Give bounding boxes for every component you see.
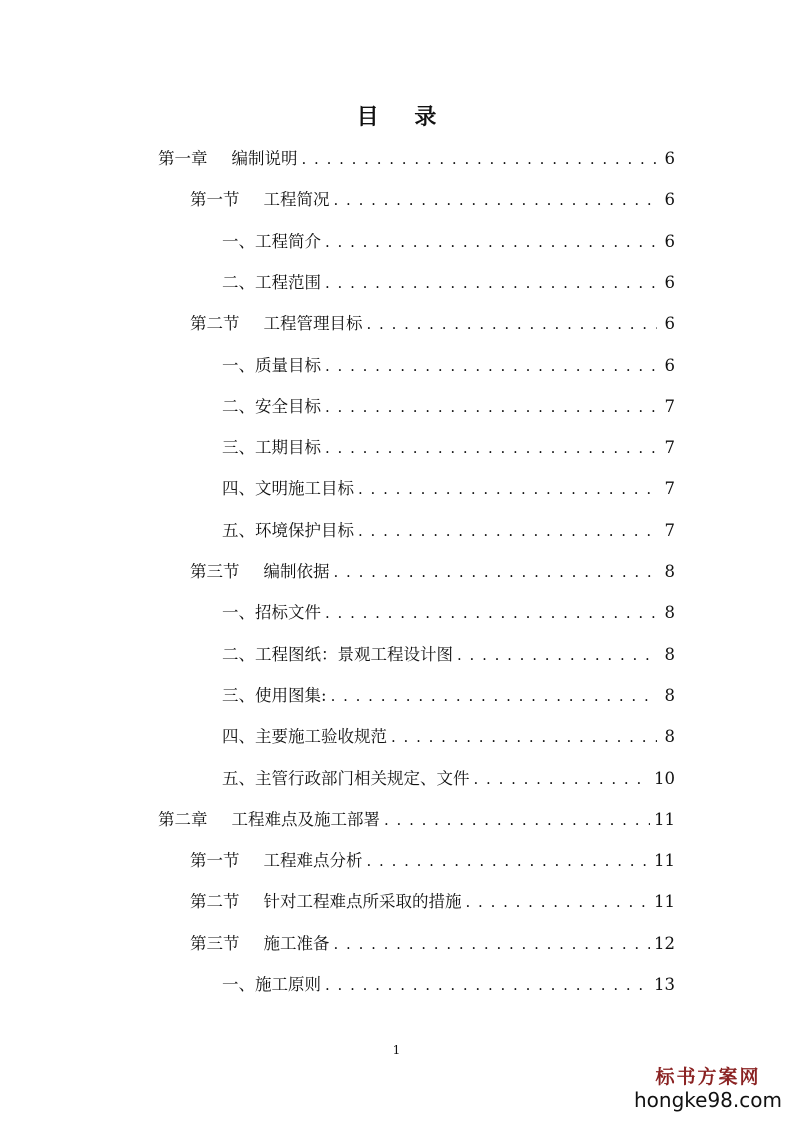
toc-entry-prefix: 第一章 [158, 149, 208, 168]
toc-entry-text: 一、工程简介 [222, 231, 321, 251]
toc-dot-leader [325, 268, 657, 298]
toc-entry-page: 8 [664, 644, 675, 664]
toc-entry-label [222, 516, 354, 546]
toc-entry[interactable] [222, 764, 675, 794]
toc-entry-text: 编制说明 [231, 149, 298, 168]
toc-entry-page: 12 [654, 933, 675, 953]
toc-entry-prefix: 第二章 [158, 809, 208, 829]
toc-entry-text: 一、招标文件 [222, 603, 321, 623]
toc-entry-page: 6 [664, 314, 675, 334]
toc-entry-page: 7 [664, 396, 675, 416]
toc-dot-leader [325, 392, 657, 422]
toc-entry[interactable] [222, 640, 675, 670]
toc-entry-page: 11 [654, 809, 675, 829]
toc-entry[interactable] [222, 722, 675, 752]
toc-entry[interactable] [190, 887, 675, 917]
toc-entry-page: 8 [664, 727, 675, 747]
toc-entry-text: 工程简况 [263, 190, 330, 210]
toc-entry[interactable] [190, 846, 675, 876]
toc-entry-label [222, 640, 453, 670]
toc-dot-leader [325, 970, 650, 1000]
toc-entry[interactable] [222, 227, 675, 257]
toc-entry-prefix: 第一节 [190, 851, 240, 871]
toc-entry[interactable] [190, 557, 675, 587]
toc-entry[interactable] [158, 144, 675, 174]
toc-entry-text: 二、工程范围 [222, 272, 321, 292]
toc-entry-text: 五、环境保护目标 [222, 520, 354, 540]
toc-dot-leader [334, 185, 658, 215]
toc-entry-label [190, 887, 462, 917]
toc-entry[interactable] [222, 433, 675, 463]
toc-entry-text: 工程管理目标 [263, 314, 363, 334]
toc-entry-label [190, 846, 363, 876]
toc-entry-page: 13 [654, 975, 675, 994]
toc-entry-page: 6 [664, 355, 675, 375]
toc-entry-text: 施工准备 [263, 933, 330, 953]
toc-entry[interactable] [222, 351, 675, 381]
toc-entry-label [222, 764, 470, 794]
toc-dot-leader [325, 598, 657, 628]
toc-entry-page: 11 [654, 851, 675, 871]
watermark-logo [633, 1066, 783, 1112]
toc-entry-label [222, 474, 354, 504]
toc-entry-text: 一、质量目标 [222, 355, 321, 375]
toc-entry-prefix: 第一节 [190, 190, 240, 210]
toc-entry-label [222, 598, 321, 628]
toc-entry[interactable] [222, 598, 675, 628]
toc-entry[interactable] [190, 929, 675, 959]
toc-entry-page: 6 [664, 149, 675, 168]
toc-entry[interactable] [190, 309, 675, 339]
toc-entry-page: 7 [664, 438, 675, 458]
toc-dot-leader [331, 681, 657, 711]
toc-entry-page: 6 [664, 190, 675, 210]
toc-dot-leader [367, 309, 658, 339]
toc-entry-label [222, 268, 321, 298]
watermark-url: hongke98.com [634, 1088, 782, 1112]
toc-dot-leader [466, 887, 651, 917]
toc-entry[interactable] [222, 681, 675, 711]
toc-entry-page: 8 [664, 603, 675, 623]
toc-entry-label [190, 185, 330, 215]
toc-dot-leader [384, 805, 650, 835]
watermark-site-name: 标书方案网 [655, 1066, 761, 1088]
page-number: 1 [392, 1043, 401, 1057]
toc-entry-prefix: 第三节 [190, 562, 240, 581]
toc-entry-page: 6 [664, 272, 675, 292]
toc-entry-text: 工程难点分析 [263, 851, 363, 871]
toc-entry-label [190, 929, 330, 959]
toc-entry-text: 工程难点及施工部署 [231, 809, 380, 829]
toc-entry-text: 二、工程图纸：景观工程设计图 [222, 644, 453, 664]
toc-entry[interactable] [222, 474, 675, 504]
toc-entry[interactable] [222, 392, 675, 422]
toc-entry-label [222, 392, 321, 422]
toc-entry-text: 三、工期目标 [222, 438, 321, 458]
toc-entry-text: 二、安全目标 [222, 396, 321, 416]
toc-dot-leader [325, 433, 657, 463]
toc-entry-page: 7 [664, 479, 675, 499]
toc-entry-prefix: 第二节 [190, 314, 240, 334]
toc-dot-leader [367, 846, 651, 876]
toc-dot-leader [457, 640, 657, 670]
toc-dot-leader [391, 722, 657, 752]
toc-entry-text: 四、主要施工验收规范 [222, 727, 387, 747]
toc-entry-label [222, 722, 387, 752]
toc-entry-label [222, 970, 321, 1000]
toc-entry-page: 10 [654, 768, 675, 788]
toc-entry-page: 6 [664, 231, 675, 251]
toc-entry-label [222, 227, 321, 257]
toc-dot-leader [358, 516, 657, 546]
toc-entry-prefix: 第三节 [190, 933, 240, 953]
toc-dot-leader [358, 474, 657, 504]
toc-entry-text: 四、文明施工目标 [222, 479, 354, 499]
toc-entry-page: 8 [664, 562, 675, 581]
toc-entry[interactable] [222, 268, 675, 298]
toc-entry-label [222, 433, 321, 463]
toc-entry-label [190, 557, 330, 587]
toc-entry-label [158, 805, 380, 835]
toc-entry-page: 7 [664, 520, 675, 540]
toc-entry[interactable] [222, 970, 675, 1000]
toc-entry-page: 11 [654, 892, 675, 912]
toc-dot-leader [325, 351, 657, 381]
toc-dot-leader [302, 144, 658, 174]
toc-title: 目 录 [356, 104, 451, 130]
toc-entry-prefix: 第二节 [190, 892, 240, 912]
toc-entry-text: 针对工程难点所采取的措施 [263, 892, 462, 912]
toc-entry-page: 8 [664, 685, 675, 705]
toc-entry[interactable] [222, 516, 675, 546]
toc-entry-text: 五、主管行政部门相关规定、文件 [222, 768, 470, 788]
toc-entry-label [222, 681, 327, 711]
toc-entry-label [158, 144, 298, 174]
toc-entry-label [190, 309, 363, 339]
toc-dot-leader [474, 764, 651, 794]
toc-dot-leader [325, 227, 657, 257]
toc-entry-text: 一、施工原则 [222, 975, 321, 994]
toc-entry[interactable] [158, 805, 675, 835]
toc-entry[interactable] [190, 185, 675, 215]
toc-dot-leader [334, 929, 651, 959]
toc-dot-leader [334, 557, 658, 587]
toc-entry-label [222, 351, 321, 381]
toc-entry-text: 编制依据 [263, 562, 330, 581]
toc-entry-text: 三、使用图集: [222, 685, 327, 705]
